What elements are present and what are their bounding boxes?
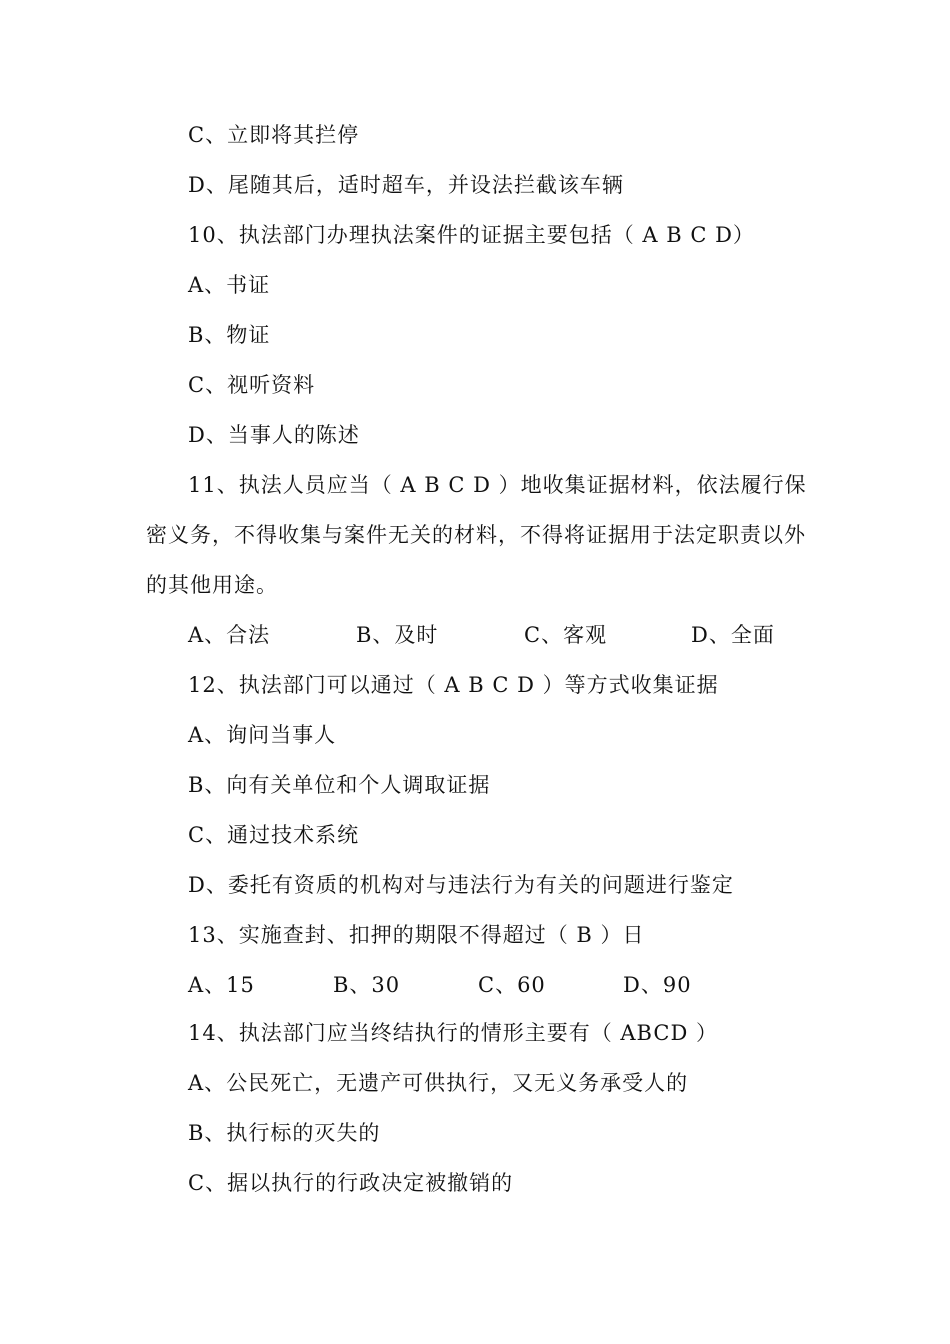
- q9-option-c: C、立即将其拦停: [188, 123, 360, 147]
- q13-option-b: B、30: [333, 973, 401, 997]
- q14-option-a: A、公民死亡，无遗产可供执行，又无义务承受人的: [188, 1071, 689, 1095]
- q11-question-line-3: 的其他用途。: [146, 573, 278, 597]
- q12-question: 12、执法部门可以通过（ A B C D ）等方式收集证据: [188, 673, 719, 697]
- q12-option-d: D、委托有资质的机构对与违法行为有关的问题进行鉴定: [188, 873, 734, 897]
- q10-option-d: D、当事人的陈述: [188, 423, 360, 447]
- q11-option-d: D、全面: [691, 623, 775, 647]
- q11-question-line-1: 11、执法人员应当（ A B C D ）地收集证据材料，依法履行保: [188, 473, 807, 497]
- q10-option-a: A、书证: [188, 273, 271, 297]
- q10-question: 10、执法部门办理执法案件的证据主要包括（ A B C D）: [188, 223, 755, 247]
- q13-option-c: C、60: [478, 973, 546, 997]
- q12-option-c: C、通过技术系统: [188, 823, 360, 847]
- q10-option-c: C、视听资料: [188, 373, 316, 397]
- q14-option-c: C、据以执行的行政决定被撤销的: [188, 1171, 514, 1195]
- q11-option-c: C、客观: [524, 623, 608, 647]
- q11-option-b: B、及时: [356, 623, 439, 647]
- q9-option-d: D、尾随其后，适时超车，并设法拦截该车辆: [188, 173, 624, 197]
- q14-question: 14、执法部门应当终结执行的情形主要有（ ABCD ）: [188, 1021, 718, 1045]
- q11-question-line-2: 密义务，不得收集与案件无关的材料，不得将证据用于法定职责以外: [146, 523, 806, 547]
- q13-option-a: A、15: [188, 973, 255, 997]
- q13-option-d: D、90: [623, 973, 692, 997]
- q14-option-b: B、执行标的灭失的: [188, 1121, 381, 1145]
- q10-option-b: B、物证: [188, 323, 271, 347]
- q12-option-a: A、询问当事人: [188, 723, 337, 747]
- q13-question: 13、实施查封、扣押的期限不得超过（ B ）日: [188, 923, 645, 947]
- q12-option-b: B、向有关单位和个人调取证据: [188, 773, 491, 797]
- q11-option-a: A、合法: [188, 623, 271, 647]
